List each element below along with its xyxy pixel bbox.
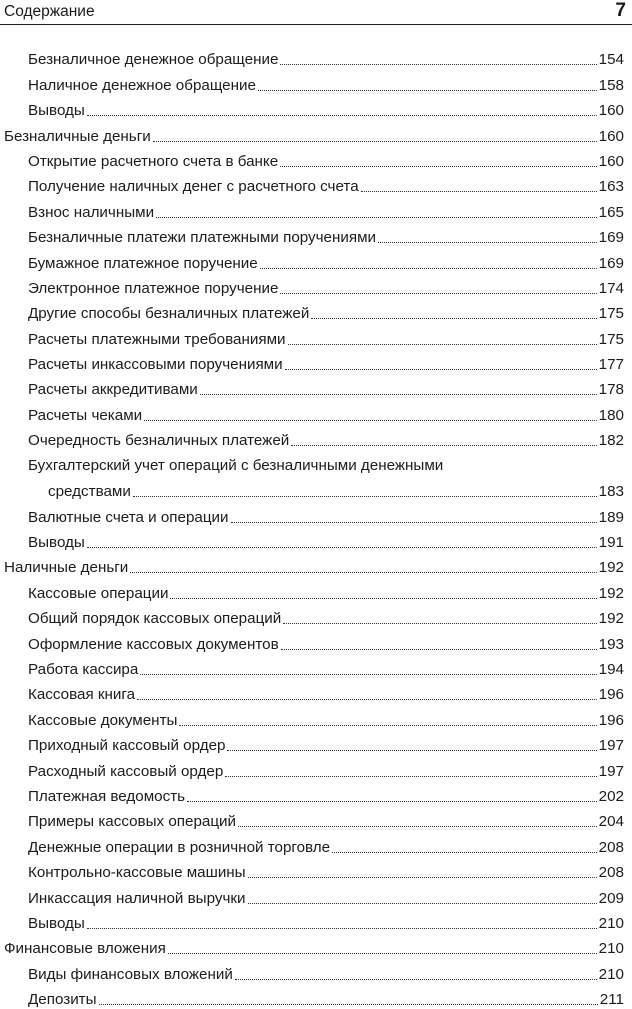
toc-entry-page: 169	[598, 254, 624, 272]
toc-entry	[0, 323, 632, 348]
toc-entry-page: 160	[598, 127, 624, 145]
toc-entry-title: Выводы	[28, 914, 85, 932]
toc-entry-title-continued	[48, 483, 624, 501]
toc-entry-title: Расходный кассовый ордер	[28, 762, 224, 780]
toc-entry	[0, 374, 632, 399]
dot-leader	[137, 699, 597, 700]
toc-entry	[0, 958, 632, 983]
toc-entry	[0, 933, 632, 958]
toc-entry-title: Кассовые документы	[28, 711, 178, 729]
toc-entry-title: Платежная ведомость	[28, 787, 186, 805]
toc-entry-page: 158	[598, 76, 624, 94]
toc-entry-page: 192	[598, 559, 624, 577]
toc-entry-title: Приходный кассовый ордер	[28, 737, 226, 755]
toc-entry-page: 194	[598, 660, 624, 678]
toc-entry-page: 189	[598, 508, 624, 526]
dot-leader	[280, 166, 596, 167]
dot-leader	[260, 268, 597, 269]
toc-entry	[0, 552, 632, 577]
dot-leader	[179, 725, 596, 726]
toc-entry-title: Наличное денежное обращение	[28, 76, 256, 94]
toc-entry	[0, 628, 632, 653]
toc-entry-page: 210	[598, 940, 624, 958]
toc-entry-page: 177	[598, 356, 624, 374]
toc-entry	[0, 908, 632, 933]
toc-entry-title: Виды финансовых вложений	[28, 965, 233, 983]
toc-entry-page: 175	[598, 305, 624, 323]
toc-entry-page: 191	[598, 534, 624, 552]
dot-leader	[187, 801, 597, 802]
dot-leader	[378, 242, 597, 243]
toc-entry	[0, 527, 632, 552]
dot-leader	[153, 141, 597, 142]
toc-entry	[0, 654, 632, 679]
toc-entry	[0, 425, 632, 450]
toc-entry-page: 211	[599, 991, 624, 1009]
dot-leader	[99, 1004, 598, 1005]
toc-entry-title-cont: средствами	[48, 483, 131, 501]
dot-leader	[285, 369, 597, 370]
toc-entry-page: 192	[598, 584, 624, 602]
toc-entry-title: Другие способы безналичных платежей	[28, 305, 310, 323]
dot-leader	[238, 826, 597, 827]
toc-entry-page: 182	[598, 432, 624, 450]
toc-entry-page: 183	[598, 483, 624, 501]
toc-entry	[0, 831, 632, 856]
toc-entry	[0, 222, 632, 247]
dot-leader	[156, 217, 597, 218]
dot-leader	[311, 318, 596, 319]
toc-entry	[0, 806, 632, 831]
dot-leader	[130, 572, 596, 573]
toc-entry-page: 163	[598, 178, 624, 196]
dot-leader	[168, 953, 597, 954]
toc-entry-page: 210	[598, 965, 624, 983]
toc-entry-title: Получение наличных денег с расчетного счета	[28, 178, 359, 196]
toc-entry-page: 209	[598, 889, 624, 907]
toc-entry	[0, 196, 632, 221]
toc-entry	[0, 857, 632, 882]
toc-entry-title: Оформление кассовых документов	[28, 635, 279, 653]
dot-leader	[248, 903, 597, 904]
dot-leader	[133, 496, 597, 497]
header-rule	[0, 24, 632, 25]
dot-leader	[170, 598, 596, 599]
toc-entry-title: Депозиты	[28, 991, 97, 1009]
toc-entry-title: Безналичные деньги	[4, 127, 151, 145]
dot-leader	[283, 623, 596, 624]
toc-entry	[0, 755, 632, 780]
dot-leader	[291, 445, 596, 446]
dot-leader	[231, 522, 597, 523]
toc-entry-page: 208	[598, 838, 624, 856]
toc-entry-title: Инкассация наличной выручки	[28, 889, 246, 907]
toc-entry-title: Финансовые вложения	[4, 940, 166, 958]
toc-entry	[0, 781, 632, 806]
toc-entry-page: 196	[598, 686, 624, 704]
toc-entry-page: 208	[598, 864, 624, 882]
toc-entry	[0, 146, 632, 171]
toc-entry-title: Валютные счета и операции	[28, 508, 229, 526]
toc-entry-title: Электронное платежное поручение	[28, 279, 279, 297]
toc-entry-page: 204	[598, 813, 624, 831]
page-header	[0, 0, 632, 26]
toc-entry	[0, 882, 632, 907]
page-number: 7	[615, 0, 626, 21]
dot-leader	[248, 877, 597, 878]
toc-entry	[0, 69, 632, 94]
toc-entry-title: Безналичное денежное обращение	[28, 51, 279, 69]
toc-entry	[0, 577, 632, 602]
dot-leader	[280, 293, 596, 294]
dot-leader	[87, 928, 597, 929]
toc-entry-title: Очередность безналичных платежей	[28, 432, 290, 450]
toc-entry-title: Денежные операции в розничной торговле	[28, 838, 331, 856]
toc-entry	[0, 95, 632, 120]
toc-entry	[0, 679, 632, 704]
toc-entry-title: Бухгалтерский учет операций с безналичными денежными	[28, 457, 444, 475]
toc-entry-title: Контрольно-кассовые машины	[28, 864, 246, 882]
toc-entry-title: Расчеты платежными требованиями	[28, 330, 286, 348]
toc-entry-page: 165	[598, 203, 624, 221]
toc-entry	[0, 120, 632, 145]
toc-entry	[0, 603, 632, 628]
toc-entry	[0, 450, 632, 501]
toc-entry	[0, 247, 632, 272]
toc-entry-page: 193	[598, 635, 624, 653]
dot-leader	[140, 674, 596, 675]
toc-entry-title: Общий порядок кассовых операций	[28, 610, 282, 628]
toc-entry-title: Открытие расчетного счета в банке	[28, 152, 279, 170]
dot-leader	[87, 547, 597, 548]
toc-entry-title: Работа кассира	[28, 660, 139, 678]
table-of-contents	[0, 44, 632, 1009]
toc-entry-page: 180	[598, 406, 624, 424]
toc-entry	[0, 349, 632, 374]
dot-leader	[281, 649, 597, 650]
toc-entry-title: Расчеты аккредитивами	[28, 381, 198, 399]
toc-entry-page: 192	[598, 610, 624, 628]
toc-entry-title: Взнос наличными	[28, 203, 155, 221]
toc-entry	[0, 730, 632, 755]
toc-entry-page: 160	[598, 152, 624, 170]
toc-entry-title: Бумажное платежное поручение	[28, 254, 258, 272]
dot-leader	[235, 979, 597, 980]
toc-entry-page: 169	[598, 229, 624, 247]
toc-entry-page: 202	[598, 787, 624, 805]
dot-leader	[225, 776, 596, 777]
toc-entry-title: Примеры кассовых операций	[28, 813, 237, 831]
dot-leader	[332, 852, 597, 853]
toc-entry-title: Выводы	[28, 534, 85, 552]
running-header-title: Содержание	[4, 3, 95, 20]
toc-entry-page: 160	[598, 102, 624, 120]
toc-entry-title: Безналичные платежи платежными поручениями	[28, 229, 377, 247]
toc-entry	[0, 704, 632, 729]
toc-entry-page: 175	[598, 330, 624, 348]
dot-leader	[361, 191, 597, 192]
dot-leader	[200, 394, 597, 395]
toc-entry-title: Выводы	[28, 102, 85, 120]
dot-leader	[87, 115, 597, 116]
toc-entry-page: 178	[598, 381, 624, 399]
toc-entry-page: 196	[598, 711, 624, 729]
toc-entry	[0, 399, 632, 424]
dot-leader	[288, 344, 597, 345]
toc-entry-title: Расчеты чеками	[28, 406, 143, 424]
toc-entry-title: Расчеты инкассовыми поручениями	[28, 356, 283, 374]
toc-entry-title: Кассовая книга	[28, 686, 136, 704]
toc-entry-page: 197	[598, 737, 624, 755]
toc-entry	[0, 44, 632, 69]
toc-entry	[0, 501, 632, 526]
dot-leader	[227, 750, 596, 751]
toc-entry	[0, 298, 632, 323]
toc-entry-page: 197	[598, 762, 624, 780]
toc-entry	[0, 984, 632, 1009]
toc-entry-title: Кассовые операции	[28, 584, 169, 602]
dot-leader	[258, 90, 597, 91]
toc-entry	[0, 273, 632, 298]
toc-entry-title: Наличные деньги	[4, 559, 129, 577]
toc-entry-page: 174	[598, 279, 624, 297]
toc-entry	[0, 171, 632, 196]
toc-entry-page: 154	[598, 51, 624, 69]
dot-leader	[144, 420, 597, 421]
toc-entry-page: 210	[598, 914, 624, 932]
dot-leader	[280, 64, 596, 65]
